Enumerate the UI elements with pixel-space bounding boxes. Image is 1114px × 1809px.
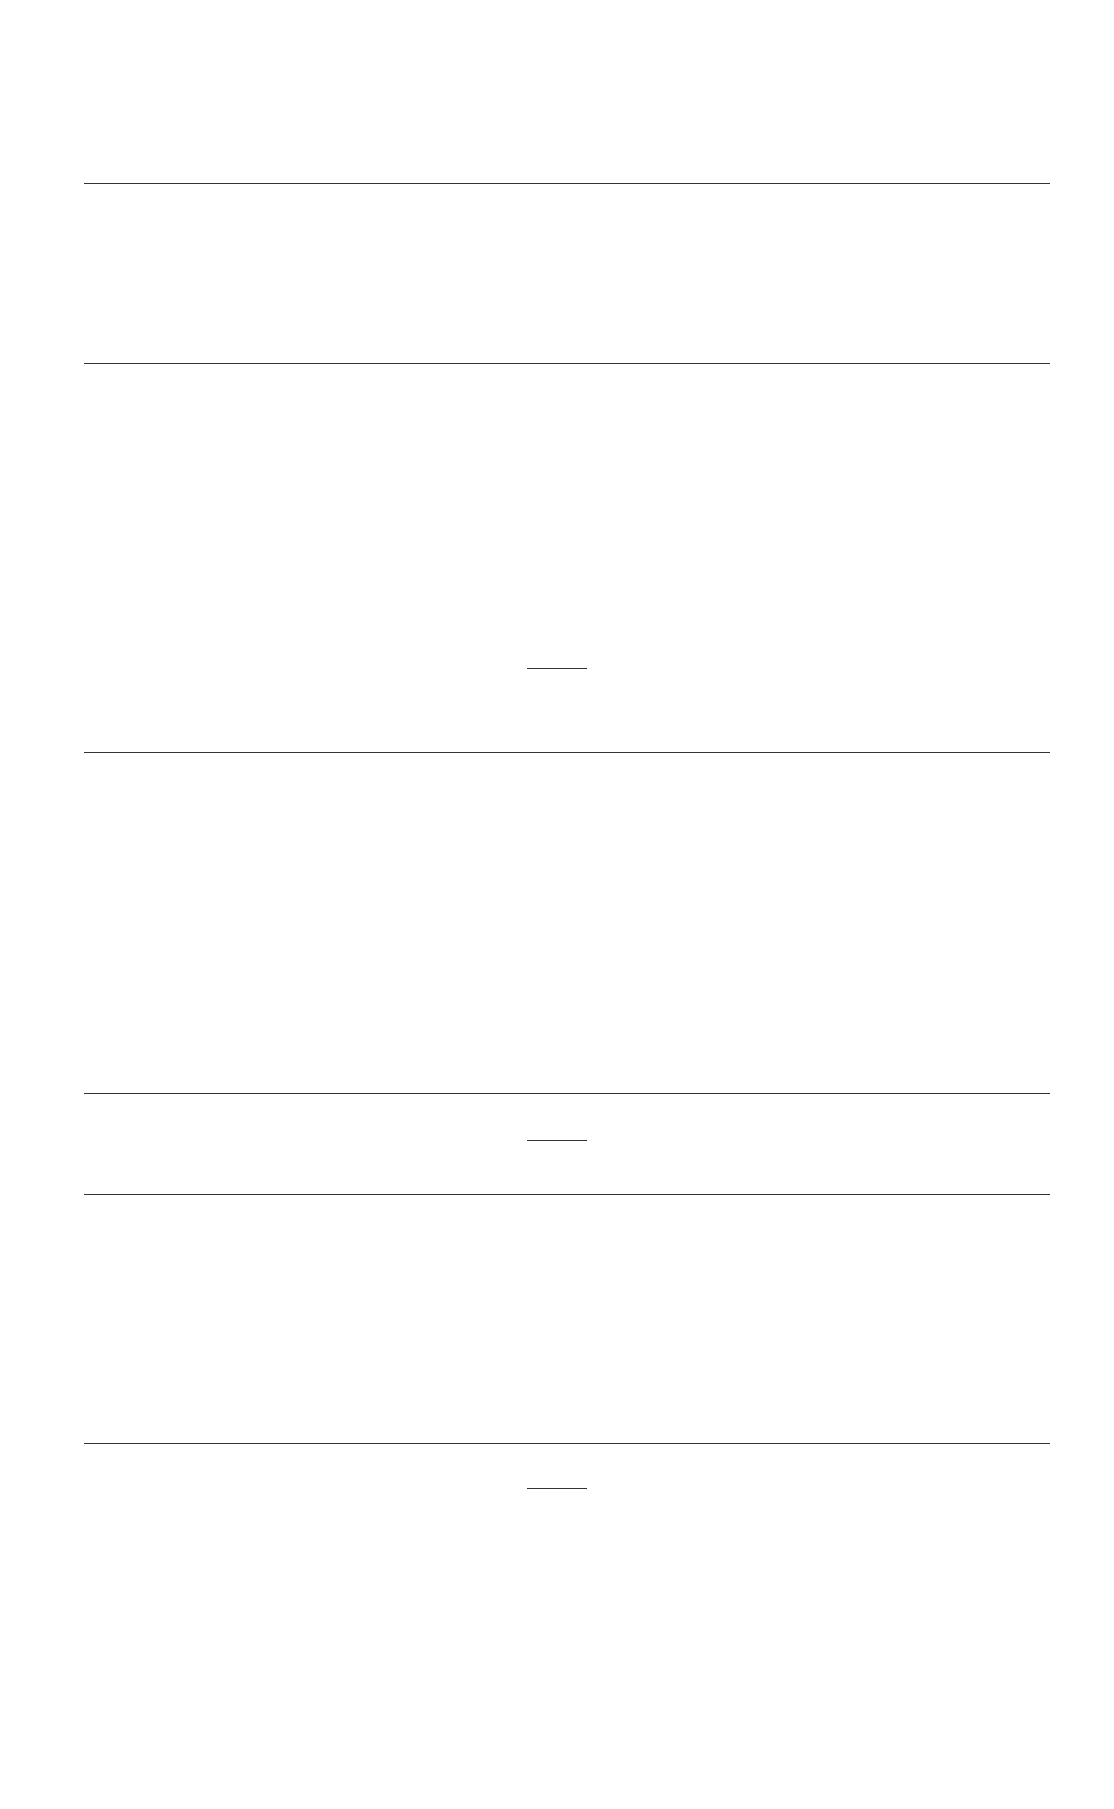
summary-top-rule [84,752,1050,753]
section-divider-2 [527,1140,587,1141]
section-divider [527,668,587,669]
section-divider-3 [527,1488,587,1489]
domestic-top-rule [84,1194,1050,1195]
domestic-bottom-rule [84,1443,1050,1444]
header-bottom-rule [84,363,1050,364]
summary-bottom-rule [84,1093,1050,1094]
header-top-rule [84,183,1050,184]
